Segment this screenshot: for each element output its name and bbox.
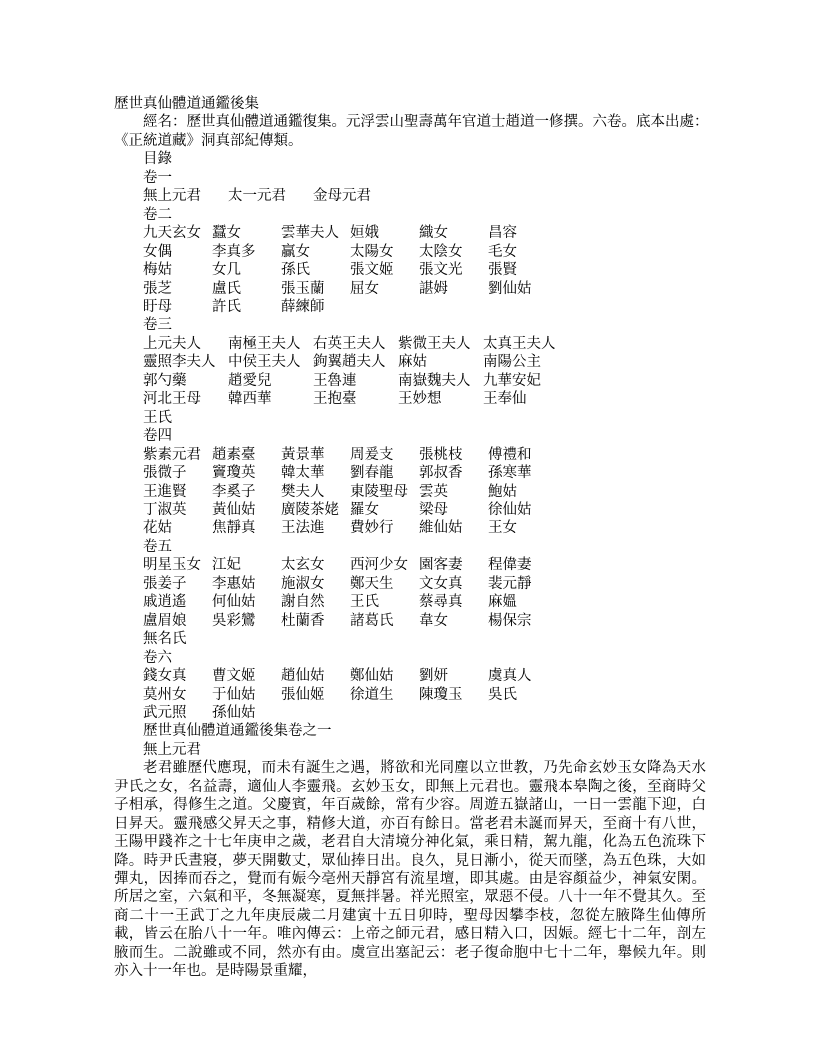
toc-row [114, 390, 706, 408]
toc-row [114, 243, 706, 261]
toc-name-cell: 張芝 [143, 280, 172, 297]
toc-name-cell: 江妃 [212, 557, 241, 574]
toc-name-cell: 九華安妃 [483, 372, 541, 389]
toc-name-cell: 盱母 [143, 298, 172, 315]
toc-name-cell: 莫州女 [143, 686, 187, 703]
toc-heading: 目錄 [143, 151, 172, 168]
toc-name-cell: 織女 [419, 225, 448, 242]
toc-name-cell: 女几 [212, 262, 241, 279]
toc-name-cell: 李真多 [212, 243, 256, 260]
toc-name-cell: 王魯連 [313, 372, 357, 389]
toc-name-cell: 金母元君 [313, 188, 371, 205]
toc-name-cell: 鄭天生 [350, 575, 394, 592]
toc-name-cell: 張微子 [143, 465, 187, 482]
toc-row [114, 335, 706, 353]
toc-name-cell: 張文姬 [350, 262, 394, 279]
toc-name-cell: 張桃枝 [419, 446, 463, 463]
toc-name-cell: 王氏 [143, 409, 172, 426]
body-paragraph: 老君雖歷代應現，而未有誕生之遇，將欲和光同塵以立世教，乃先命玄妙玉女降為天水尹氏之女，名益壽，適仙人李靈飛。玄妙玉女，即無上元君也。靈飛本皋陶之後，至商時父子相承，得修生之道。父慶賓，年百歲餘，常有少容。周遊五嶽諸山，一日一雲龍下迎，白日昇天。靈飛感父昇天之事，精修大道，亦百有餘日。當老君未誕而昇天，至商十有八世，王陽甲踐祚之十七年庚申之歲，老君自大清境分神化氣，乘日精，駕九龍，化為五色流珠下降。時尹氏晝寢，夢天開數丈，眾仙捧日出。良久，見日漸小，從天而墜，為五色珠，大如彈丸，因捧而吞之，覺而有娠今亳州天靜宮有流星壇，即其處。由是容顏益少，神氣安閑。所居之室，六氣和平，冬無凝寒，夏無拌暑。祥光照室，眾惡不侵。八十一年不覺其久。至商二十一王武丁之九年庚辰歲二月建寅十五日卯時，聖母因攀李枝，忽從左腋降生仙傳所載，皆云在胎八十一年。唯內傳云：上帝之師元君，感日精入口，因娠。經七十二年，剖左腋而生。二說雖或不同，然亦有由。虞宣出塞記云：老子復命胞中七十二年，舉候九年。則亦入十一年也。是時陽景重耀， [114, 760, 706, 980]
toc-row [114, 686, 706, 704]
toc-volume-label: 卷二 [143, 206, 172, 223]
toc-name-cell: 武元照 [143, 704, 187, 721]
toc-name-cell: 東陵聖母 [350, 483, 408, 500]
toc-row [114, 593, 706, 611]
toc-name-cell: 錢女真 [143, 668, 187, 685]
toc-row [114, 298, 706, 316]
toc-name-cell: 昌容 [488, 225, 517, 242]
toc-name-cell: 麻媼 [488, 594, 517, 611]
toc-volume-label: 卷六 [143, 649, 172, 666]
toc-name-cell: 贏女 [281, 243, 310, 260]
intro-line-2: 《正統道藏》洞真部紀傳類。 [114, 132, 303, 149]
toc-name-cell: 楊保宗 [488, 612, 532, 629]
toc-name-cell: 李惠姑 [212, 575, 256, 592]
document-content [114, 95, 709, 981]
toc-name-cell: 九天玄女 [143, 225, 201, 242]
toc-name-cell: 王抱臺 [313, 391, 357, 408]
toc-name-cell: 吳氏 [488, 686, 517, 703]
toc-name-cell: 孫氏 [281, 262, 310, 279]
toc-row [114, 464, 706, 482]
toc-row [114, 353, 706, 371]
toc-name-cell: 上元夫人 [143, 335, 201, 352]
toc-row [114, 224, 706, 242]
toc-name-cell: 西河少女 [350, 557, 408, 574]
toc-name-cell: 無上元君 [143, 188, 201, 205]
toc-name-cell: 女偶 [143, 243, 172, 260]
toc-row [114, 280, 706, 298]
toc-name-cell: 傅禮和 [488, 446, 532, 463]
toc-volume-label: 卷一 [143, 169, 172, 186]
toc-name-cell: 盧氏 [212, 280, 241, 297]
toc-name-cell: 黃仙姑 [212, 501, 256, 518]
toc-name-cell: 徐道生 [350, 686, 394, 703]
toc-name-cell: 右英王夫人 [313, 335, 386, 352]
toc-name-cell: 韓西華 [228, 391, 272, 408]
toc-row [114, 556, 706, 574]
toc-name-cell: 王妙想 [398, 391, 442, 408]
toc-name-cell: 何仙姑 [212, 594, 256, 611]
toc-row [114, 261, 706, 279]
table-of-contents [114, 169, 706, 723]
toc-name-cell: 韓太華 [281, 465, 325, 482]
toc-row [114, 501, 706, 519]
toc-name-cell: 焦靜真 [212, 520, 256, 537]
toc-name-cell: 南極王夫人 [228, 335, 301, 352]
toc-name-cell: 無名氏 [143, 631, 187, 648]
toc-name-cell: 趙愛兒 [228, 372, 272, 389]
toc-volume-label: 卷四 [143, 428, 172, 445]
toc-name-cell: 羅女 [350, 501, 379, 518]
toc-name-cell: 紫素元君 [143, 446, 201, 463]
toc-name-cell: 竇瓊英 [212, 465, 256, 482]
toc-name-cell: 盧眉娘 [143, 612, 187, 629]
toc-name-cell: 中侯王夫人 [228, 354, 301, 371]
chapter-title: 歷世真仙體道通鑑後集卷之一 [143, 723, 332, 740]
toc-name-cell: 張姜子 [143, 575, 187, 592]
toc-name-cell: 王女 [488, 520, 517, 537]
toc-name-cell: 謝自然 [281, 594, 325, 611]
toc-volume-label: 卷五 [143, 538, 172, 555]
toc-name-cell: 戚逍遙 [143, 594, 187, 611]
toc-name-cell: 園客妻 [419, 557, 463, 574]
toc-row [114, 575, 706, 593]
toc-name-cell: 黃景華 [281, 446, 325, 463]
toc-row [114, 446, 706, 464]
toc-name-cell: 郭勺藥 [143, 372, 187, 389]
document-title: 歷世真仙體道通鑑後集 [114, 96, 259, 112]
section-title: 無上元君 [143, 741, 201, 758]
toc-name-cell: 郭叔香 [419, 465, 463, 482]
toc-name-cell: 吳彩鸞 [212, 612, 256, 629]
toc-row [114, 630, 706, 648]
toc-name-cell: 麻姑 [398, 354, 427, 371]
toc-name-cell: 雲華夫人 [281, 225, 339, 242]
toc-name-cell: 施淑女 [281, 575, 325, 592]
toc-name-cell: 諸葛氏 [350, 612, 394, 629]
toc-name-cell: 費妙行 [350, 520, 394, 537]
toc-name-cell: 太玄女 [281, 557, 325, 574]
toc-name-cell: 鮑姑 [488, 483, 517, 500]
toc-row [114, 483, 706, 501]
toc-name-cell: 太真王夫人 [483, 335, 556, 352]
toc-name-cell: 劉妍 [419, 668, 448, 685]
toc-name-cell: 靈照李夫人 [143, 354, 216, 371]
toc-name-cell: 梅姑 [143, 262, 172, 279]
toc-name-cell: 太陰女 [419, 243, 463, 260]
toc-name-cell: 張文光 [419, 262, 463, 279]
toc-name-cell: 河北王母 [143, 391, 201, 408]
toc-name-cell: 李奚子 [212, 483, 256, 500]
toc-name-cell: 毛女 [488, 243, 517, 260]
toc-name-cell: 王法進 [281, 520, 325, 537]
toc-name-cell: 蠶女 [212, 225, 241, 242]
toc-name-cell: 薛練師 [281, 298, 325, 315]
toc-name-cell: 姮娥 [350, 225, 379, 242]
toc-name-cell: 周爰支 [350, 446, 394, 463]
toc-name-cell: 維仙姑 [419, 520, 463, 537]
toc-name-cell: 杜蘭香 [281, 612, 325, 629]
toc-name-cell: 陳瓊玉 [419, 686, 463, 703]
toc-name-cell: 劉春龍 [350, 465, 394, 482]
toc-name-cell: 孫寒華 [488, 465, 532, 482]
toc-name-cell: 文女真 [419, 575, 463, 592]
toc-name-cell: 張賢 [488, 262, 517, 279]
intro-line-1: 經名：歷世真仙體道通鑑復集。元浮雲山聖壽萬年官道士趙道一修撰。六卷。底本出處： [143, 114, 709, 131]
toc-name-cell: 諶姆 [419, 280, 448, 297]
toc-name-cell: 曹文姬 [212, 668, 256, 685]
toc-name-cell: 張玉蘭 [281, 280, 325, 297]
toc-name-cell: 于仙姑 [212, 686, 256, 703]
toc-name-cell: 程偉妻 [488, 557, 532, 574]
toc-name-cell: 南陽公主 [483, 354, 541, 371]
toc-name-cell: 韋女 [419, 612, 448, 629]
toc-row [114, 519, 706, 537]
toc-name-cell: 王奉仙 [483, 391, 527, 408]
toc-row [114, 409, 706, 427]
toc-name-cell: 花姑 [143, 520, 172, 537]
toc-name-cell: 張仙姬 [281, 686, 325, 703]
toc-name-cell: 徐仙姑 [488, 501, 532, 518]
toc-name-cell: 太一元君 [228, 188, 286, 205]
toc-name-cell: 廣陵茶姥 [281, 501, 339, 518]
toc-name-cell: 王氏 [350, 594, 379, 611]
toc-name-cell: 南嶽魏夫人 [398, 372, 471, 389]
toc-row [114, 372, 706, 390]
toc-name-cell: 鄭仙姑 [350, 668, 394, 685]
toc-name-cell: 孫仙姑 [212, 704, 256, 721]
toc-name-cell: 紫微王夫人 [398, 335, 471, 352]
toc-row [114, 187, 706, 205]
toc-row [114, 667, 706, 685]
toc-name-cell: 雲英 [419, 483, 448, 500]
toc-name-cell: 丁淑英 [143, 501, 187, 518]
toc-name-cell: 明星玉女 [143, 557, 201, 574]
toc-name-cell: 虞真人 [488, 668, 532, 685]
toc-name-cell: 樊夫人 [281, 483, 325, 500]
toc-name-cell: 鉤翼趙夫人 [313, 354, 386, 371]
toc-volume-label: 卷三 [143, 317, 172, 334]
toc-name-cell: 趙素臺 [212, 446, 256, 463]
toc-name-cell: 太陽女 [350, 243, 394, 260]
toc-row [114, 612, 706, 630]
toc-name-cell: 許氏 [212, 298, 241, 315]
toc-name-cell: 梁母 [419, 501, 448, 518]
toc-row [114, 704, 706, 722]
toc-name-cell: 趙仙姑 [281, 668, 325, 685]
toc-name-cell: 裴元靜 [488, 575, 532, 592]
toc-name-cell: 劉仙姑 [488, 280, 532, 297]
toc-name-cell: 蔡尋真 [419, 594, 463, 611]
toc-name-cell: 屈女 [350, 280, 379, 297]
toc-name-cell: 王進賢 [143, 483, 187, 500]
